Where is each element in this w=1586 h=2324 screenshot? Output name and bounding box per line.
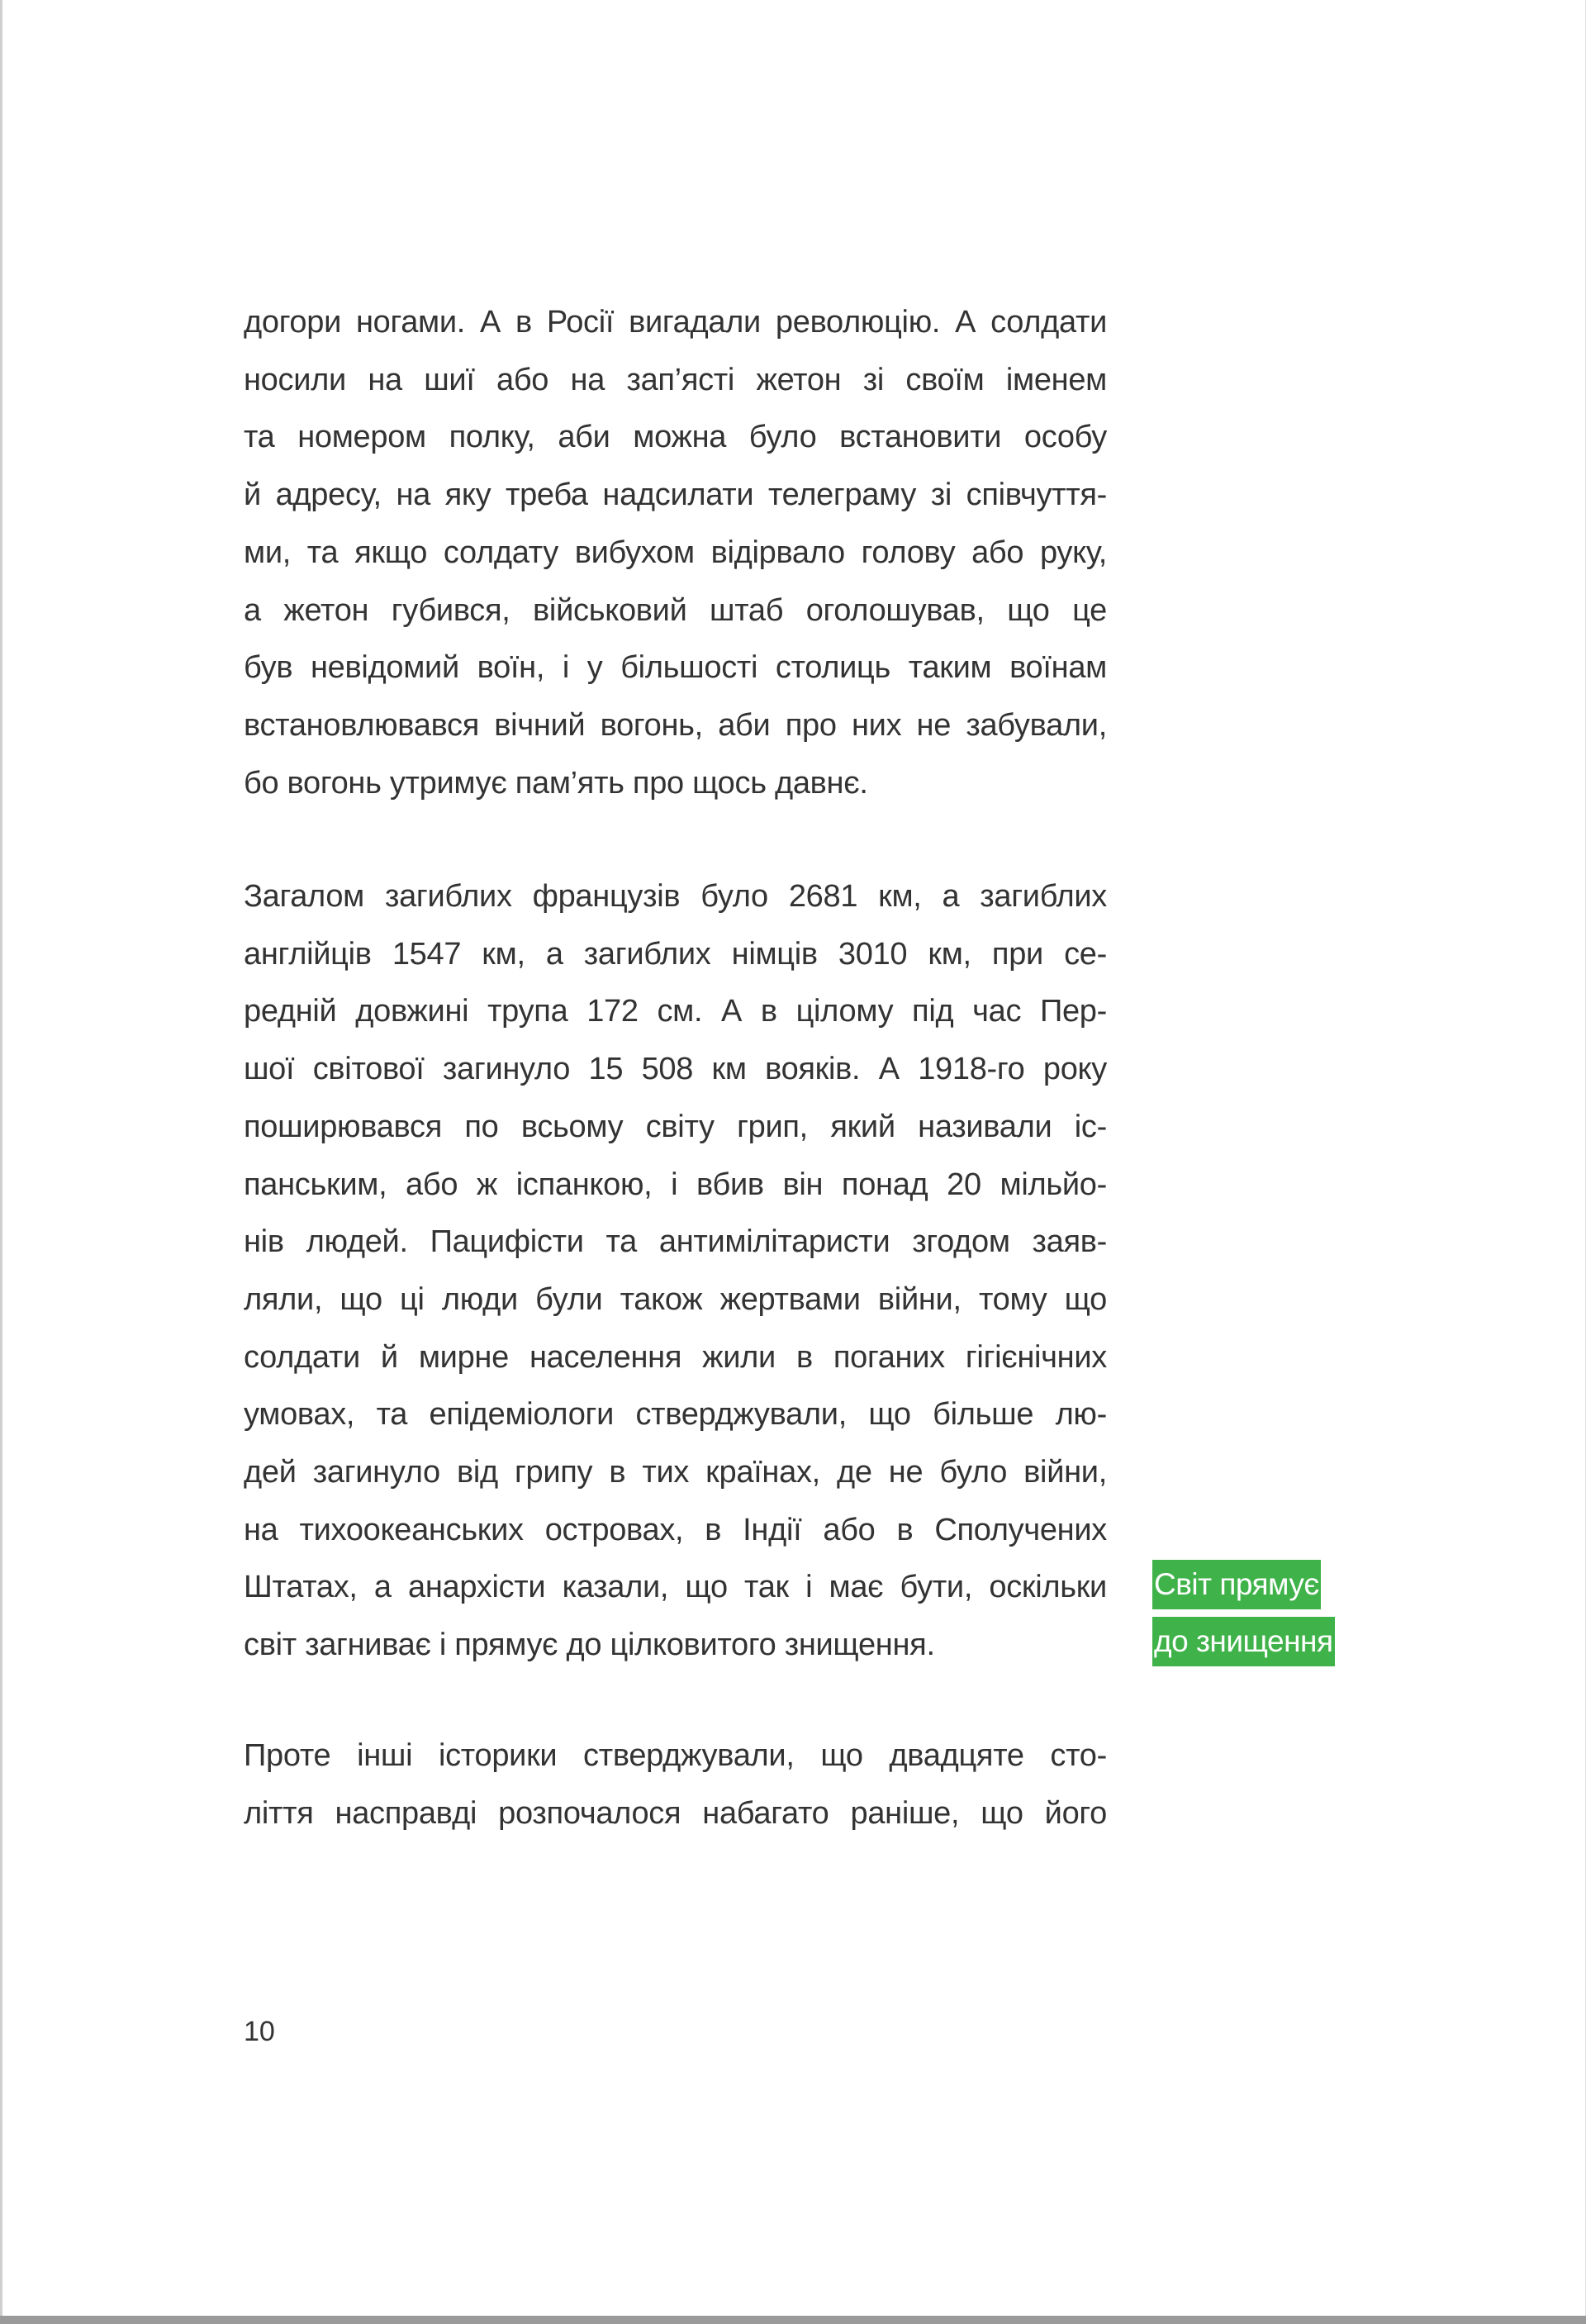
text-line: умовах, та епідеміологи стверджували, що більше лю- (244, 1397, 1107, 1433)
page-number: 10 (244, 2016, 275, 2047)
text-line: англійців 1547 км, а загиблих німців 3010 км, при се- (244, 936, 1107, 972)
text-line: поширювався по всьому світу грип, який називали іс- (244, 1109, 1107, 1144)
text-line: шої світової загинуло 15 508 км вояків. А 1918-го року (244, 1052, 1107, 1087)
text-line: догори ногами. А в Росії вигадали революцію. А солдати (244, 305, 1107, 340)
text-line: панським, або ж іспанкою, і вбив він понад 20 мільйо- (244, 1167, 1107, 1202)
text-line: встановлювався вічний вогонь, аби про них не забували, (244, 707, 1107, 743)
text-line: носили на шиї або на зап’ясті жетон зі своїм іменем (244, 362, 1107, 397)
text-line: та номером полку, аби можна було встановити особу (244, 420, 1107, 455)
page-bottom-edge (0, 2316, 1586, 2324)
text-line: солдати й мирне населення жили в поганих гігієнічних (244, 1339, 1107, 1375)
margin-note-line-1: Світ прямує (1152, 1560, 1321, 1609)
text-line: й адресу, на яку треба надсилати телеграму зі співчуття- (244, 478, 1107, 513)
text-line: був невідомий воїн, і у більшості столиць таким воїнам (244, 650, 1107, 686)
text-line: ляли, що ці люди були також жертвами війни, тому що (244, 1281, 1107, 1317)
text-line: світ загниває і прямує до цілковитого знищення. (244, 1628, 935, 1663)
text-line: дей загинуло від грипу в тих країнах, де не було війни, (244, 1455, 1107, 1490)
text-line: на тихоокеанських островах, в Індії або в Сполучених (244, 1512, 1107, 1547)
text-line: редній довжині трупа 172 см. А в цілому під час Пер- (244, 994, 1107, 1029)
text-line: Загалом загиблих французів було 2681 км, а загиблих (244, 879, 1107, 914)
text-line: Проте інші історики стверджували, що двадцяте сто- (244, 1738, 1107, 1773)
text-line: Штатах, а анархісти казали, що так і має бути, оскільки (244, 1570, 1107, 1605)
text-line: а жетон губився, військовий штаб оголошував, що це (244, 592, 1107, 628)
text-line: ми, та якщо солдату вибухом відірвало голову або руку, (244, 535, 1107, 570)
margin-note-line-2: до знищення (1152, 1617, 1335, 1666)
text-line: ліття насправді розпочалося набагато раніше, що його (244, 1795, 1107, 1831)
text-line: бо вогонь утримує пам’ять про щось давнє. (244, 765, 868, 801)
text-line: нів людей. Пацифісти та антимілітаристи згодом заяв- (244, 1224, 1107, 1260)
